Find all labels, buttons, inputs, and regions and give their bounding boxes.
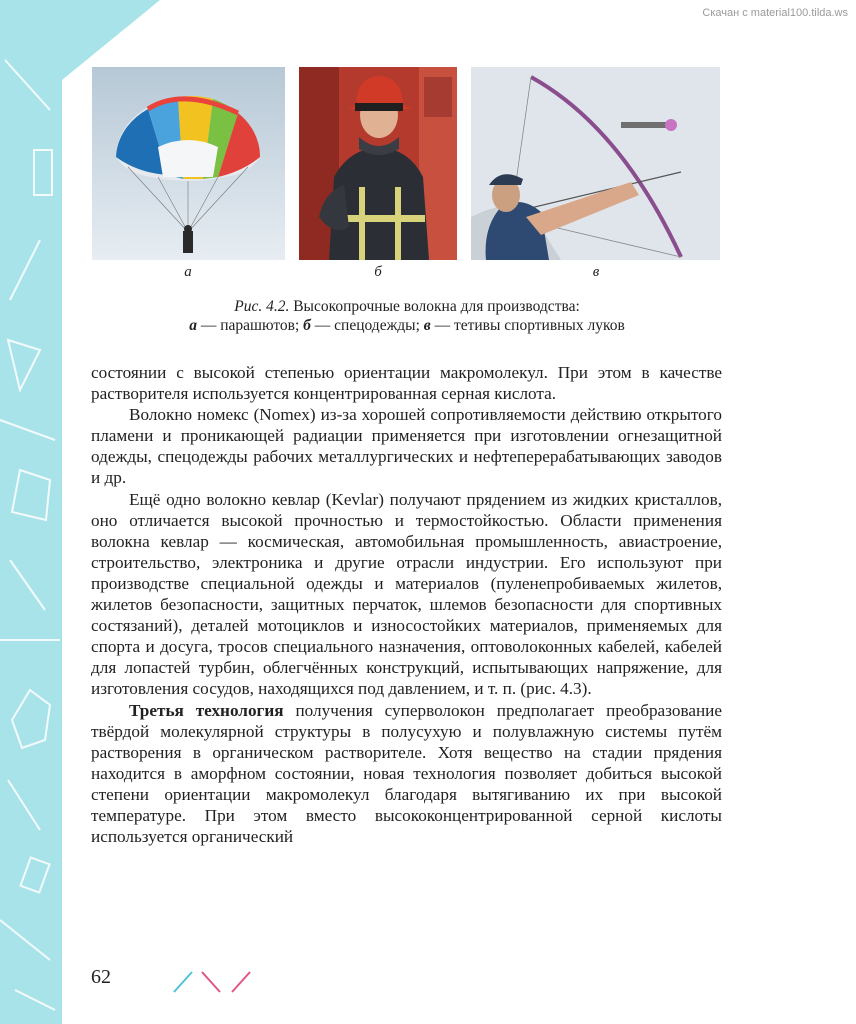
panel-label-b: б	[374, 264, 382, 280]
caption-title: Высокопрочные волокна для производства:	[289, 298, 580, 315]
sidebar-pattern	[0, 0, 62, 1024]
paragraph-1: состоянии с высокой степенью ориентации макромолекул. При этом в качестве растворителя используется концентрированная серная кислота.	[91, 363, 722, 404]
footer-slashes-decoration	[172, 970, 262, 994]
panel-label-c: в	[592, 264, 600, 280]
watermark: Скачан с material100.tilda.ws	[702, 7, 848, 19]
photo-firefighter	[299, 67, 457, 260]
caption-a: а	[189, 317, 197, 334]
caption-a-text: — парашютов;	[196, 317, 304, 334]
paragraph-4-text: получения суперволокон предполагает преобразование твёрдой молекулярной структуры в полусухую и полувлажную системы путём растворения в органическом растворителе. Хотя вещество на стадии прядения находится в аморфном состоянии, новая технология позволяет добиться высокой степени ориентации макромолекул благодаря вытягиванию их при высокой температуре. При этом вместо высококонцентрированной серной кислоты используется органический	[91, 700, 722, 847]
caption-c: в	[423, 317, 431, 334]
photo-archer	[471, 67, 720, 260]
body-text	[91, 362, 722, 847]
paragraph-2: Волокно номекс (Nomex) из-за хорошей сопротивляемости действию открытого пламени и проникающей радиации применяется при изготовлении огнезащитной одежды, спецодежды рабочих металлургических и нефтеперерабатывающих заводов и др.	[91, 405, 722, 488]
caption-b: б	[303, 317, 311, 334]
caption-label: Рис. 4.2.	[234, 298, 290, 315]
figure-caption	[92, 297, 722, 335]
page-number: 62	[91, 966, 111, 988]
panel-label-a: а	[184, 264, 192, 280]
paragraph-3: Ещё одно волокно кевлар (Kevlar) получают прядением из жидких кристаллов, оно отличается высокой прочностью и термостойкостью. Области применения волокна кевлар — космическая, автомобильная промышленность, авиастроение, строительство, электроника и другие отрасли индустрии. Его используют при производстве специальной одежды и материалов (пуленепробиваемых жилетов, жилетов безопасности, защитных перчаток, шлемов безопасности для спортивных состязаний), деталей мотоциклов и износостойких материалов, применяемых для спорта и досуга, тросов специального назначения, оптоволоконных кабелей, кабелей для лопастей турбин, облегчённых конструкций, испытывающих напряжение, для изготовления сосудов, находящихся под давлением, и т. п. (рис. 4.3).	[91, 489, 722, 699]
paragraph-4	[91, 700, 722, 848]
paragraph-4-bold: Третья технология	[129, 700, 284, 720]
caption-c-text: — тетивы спортивных луков	[430, 317, 625, 334]
photo-parachute	[92, 67, 285, 260]
caption-b-text: — спецодежды;	[310, 317, 424, 334]
decorative-sidebar	[0, 0, 62, 1024]
